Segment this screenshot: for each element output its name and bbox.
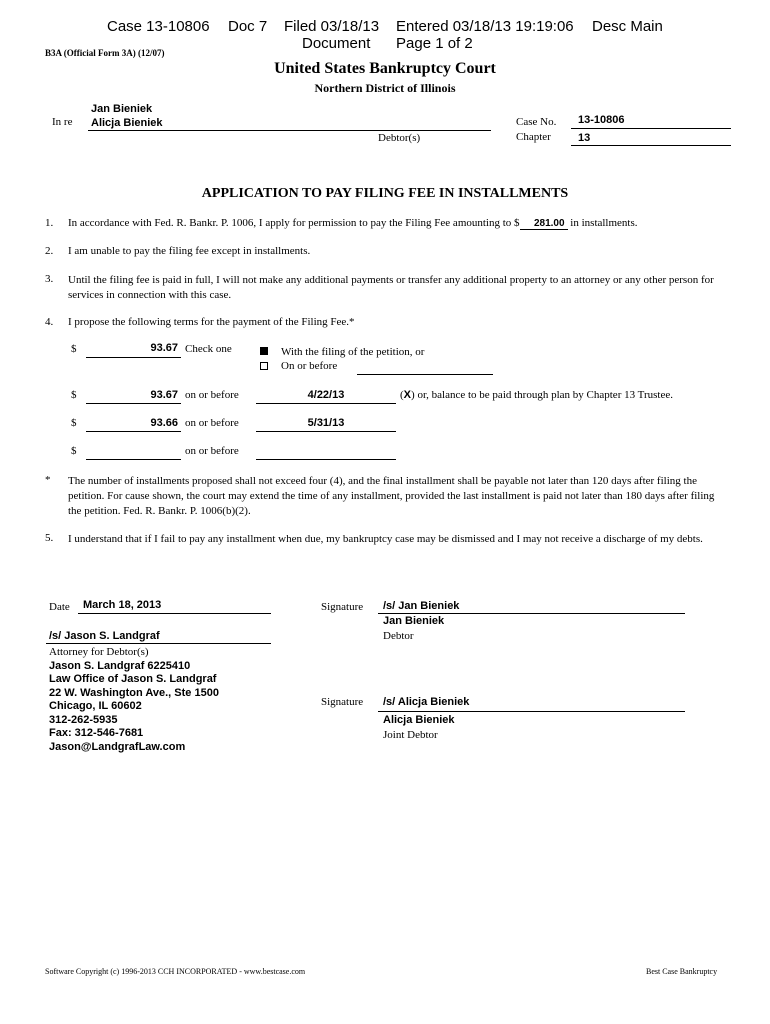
payment3-date: 5/31/13 [307, 417, 345, 429]
payment4-dollar: $ [71, 445, 77, 457]
banner-case: Case 13-10806 [107, 18, 210, 35]
date-value: March 18, 2013 [83, 599, 162, 611]
payment3-amount: 93.66 [150, 417, 178, 429]
footer-copyright: Software Copyright (c) 1996-2013 CCH INCORPORATED - www.bestcase.com [45, 967, 306, 976]
payment4-line [86, 459, 181, 460]
payment1-line [86, 357, 181, 358]
plan-x-mark: X [403, 389, 412, 401]
on-or-before-checkbox[interactable] [260, 362, 268, 370]
case-no-label: Case No. [516, 116, 557, 128]
attorney-line-5: 312-262-5935 [49, 714, 118, 726]
payment2-dollar: $ [71, 389, 77, 401]
banner-entered: Entered 03/18/13 19:19:06 [396, 18, 574, 35]
item2-text: I am unable to pay the filing fee except in installments. [68, 245, 311, 257]
footnote-text: The number of installments proposed shall not exceed four (4), and the final installment shall be payable not later than 120 days after filing the petition. For cause shown, the court may extend the time of any installment, provided the last installment is paid not later than 180 days after filing the petition. Fed. R. Bankr. P. 1006(b)(2). [68, 475, 715, 517]
payment3-date-line [256, 431, 396, 432]
case-no-value: 13-10806 [578, 114, 625, 126]
attorney-line-2: Law Office of Jason S. Landgraf [49, 673, 217, 685]
footer-brand: Best Case Bankruptcy [646, 967, 718, 976]
attorney-signature: /s/ Jason S. Landgraf [49, 630, 160, 642]
footnote-star: * [45, 474, 51, 486]
item1-text-b: in installments. [570, 217, 638, 229]
payment2-date-line [256, 403, 396, 404]
attorney-line-3: 22 W. Washington Ave., Ste 1500 [49, 687, 219, 699]
item3-text: Until the filing fee is paid in full, I will not make any additional payments or transfer any additional property to an attorney or any other person for services in connection with this case. [68, 274, 714, 301]
joint-signature-label: Signature [321, 696, 364, 708]
item1-number: 1. [45, 217, 54, 229]
joint-role: Joint Debtor [383, 729, 438, 741]
payment1-amount: 93.67 [150, 342, 178, 354]
item3-number: 3. [45, 273, 54, 285]
payment2-amount: 93.67 [150, 389, 178, 401]
filing-fee-amount: 281.00 [520, 218, 568, 230]
debtor-label: Debtor(s) [378, 132, 421, 144]
joint-printed-name: Alicja Bieniek [383, 714, 455, 726]
option-on-or-before: On or before [281, 360, 338, 372]
payment2-note-text: or, balance to be paid through plan by Chapter 13 Trustee. [417, 389, 673, 401]
attorney-line-1: Jason S. Landgraf 6225410 [49, 660, 191, 672]
date-label: Date [49, 601, 70, 613]
check-one-label: Check one [185, 343, 232, 355]
item4-text: I propose the following terms for the payment of the Filing Fee.* [68, 316, 355, 328]
banner-doc: Doc 7 [228, 18, 268, 35]
debtor-signature-label: Signature [321, 601, 364, 613]
banner-desc: Desc Main [592, 18, 663, 35]
payment2-date: 4/22/13 [307, 389, 345, 401]
item2-number: 2. [45, 245, 54, 257]
item1-text [68, 217, 638, 230]
banner-page: Page 1 of 2 [396, 35, 473, 52]
date-line [78, 613, 271, 614]
item5-number: 5. [45, 532, 54, 544]
payment3-on-or-before: on or before [185, 417, 239, 429]
banner-filed: Filed 03/18/13 [284, 18, 380, 35]
attorney-line-6: Fax: 312-546-7681 [49, 727, 144, 739]
payment3-dollar: $ [71, 417, 77, 429]
chapter-line [571, 145, 731, 146]
debtor2-name: Alicja Bieniek [91, 117, 163, 129]
banner-document: Document [302, 35, 371, 52]
debtor-role: Debtor [383, 630, 414, 642]
in-re-label: In re [52, 116, 73, 128]
filing-checkbox[interactable] [260, 347, 268, 355]
attorney-email: Jason@LandgrafLaw.com [49, 741, 186, 753]
option-with-filing: With the filing of the petition, or [281, 346, 425, 358]
payment4-on-or-before: on or before [185, 445, 239, 457]
attorney-signature-line [46, 643, 271, 644]
payment4-date-line [256, 459, 396, 460]
attorney-line-4: Chicago, IL 60602 [49, 700, 142, 712]
item4-number: 4. [45, 316, 54, 328]
court-district: Northern District of Illinois [314, 81, 456, 95]
payment1-dollar: $ [71, 343, 77, 355]
court-title: United States Bankruptcy Court [274, 60, 496, 77]
chapter-value: 13 [578, 132, 591, 144]
chapter-label: Chapter [516, 131, 551, 143]
debtor-signature-line [378, 613, 685, 614]
case-no-line [571, 128, 731, 129]
payment2-note: (X) or, balance to be paid through plan by Chapter 13 Trustee. [400, 389, 673, 401]
item5-text: I understand that if I fail to pay any installment when due, my bankruptcy case may be dismissed and I may not receive a discharge of my debts. [68, 533, 703, 545]
document-heading: APPLICATION TO PAY FILING FEE IN INSTALLMENTS [201, 186, 569, 201]
attorney-label: Attorney for Debtor(s) [49, 646, 149, 658]
option-date-line [357, 374, 493, 375]
payment3-line [86, 431, 181, 432]
joint-signature: /s/ Alicja Bieniek [383, 696, 470, 708]
payment2-on-or-before: on or before [185, 389, 239, 401]
form-id: B3A (Official Form 3A) (12/07) [45, 48, 165, 58]
debtor-signature: /s/ Jan Bieniek [383, 600, 460, 612]
caption-underline [88, 130, 491, 131]
debtor1-name: Jan Bieniek [91, 103, 153, 115]
item1-text-a: In accordance with Fed. R. Bankr. P. 1006, I apply for permission to pay the Filing Fee amounting to $ [68, 217, 520, 229]
payment2-line [86, 403, 181, 404]
joint-signature-line [378, 711, 685, 712]
debtor-printed-name: Jan Bieniek [383, 615, 445, 627]
